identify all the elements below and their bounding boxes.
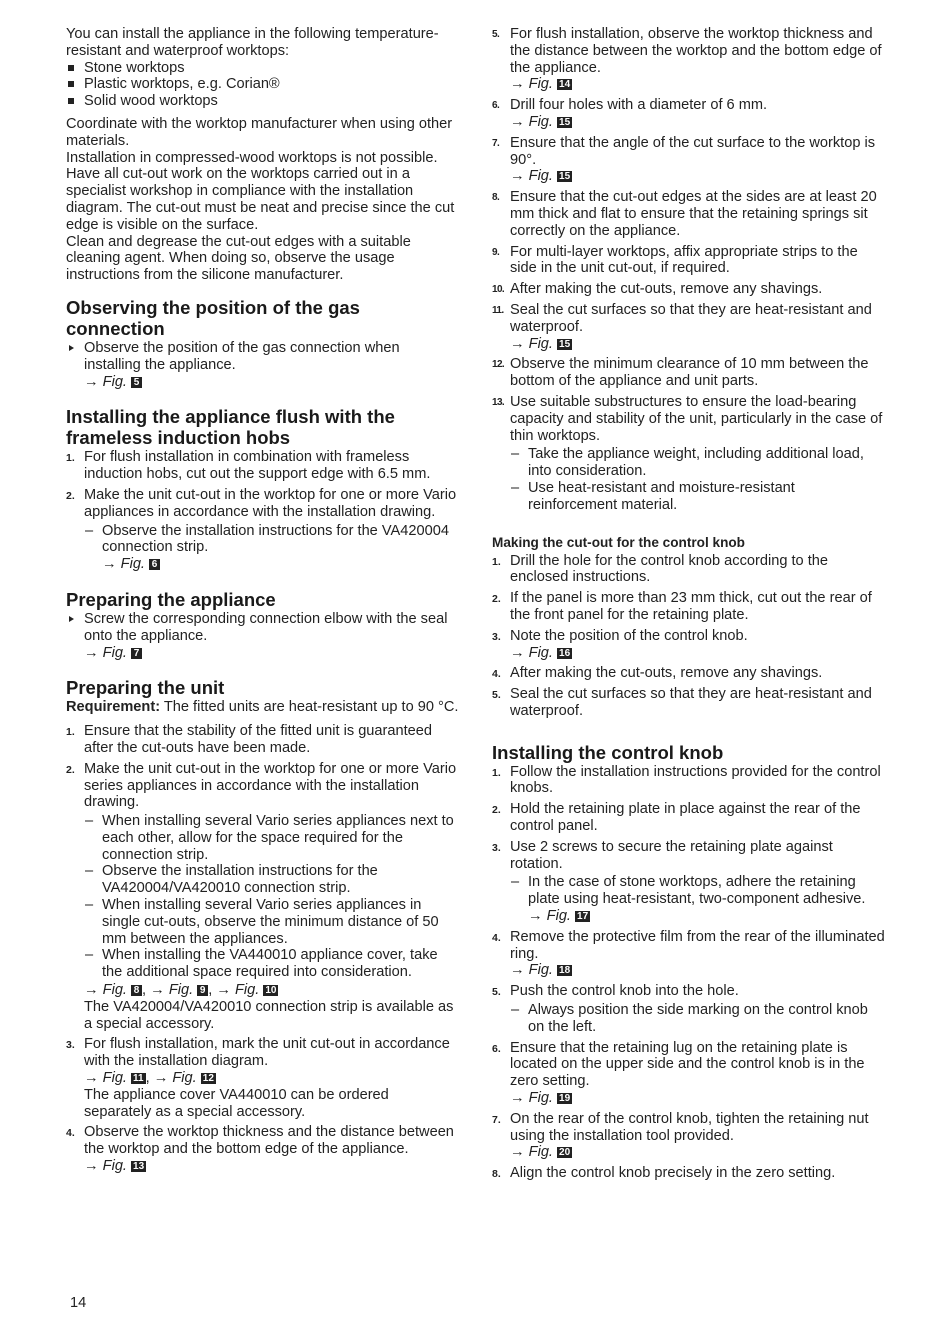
sub-list-item: – Use heat-resistant and moisture-resistant reinforcement material. — [510, 480, 888, 514]
figure-reference: → Fig. 5 — [84, 374, 142, 390]
list-item: 4. Observe the worktop thickness and the distance between the worktop and the bottom edge of the appliance. → Fig. 13 — [66, 1124, 454, 1175]
list-item: 7. On the rear of the control knob, tighten the retaining nut using the installation tool provided. → Fig. 20 — [492, 1110, 869, 1161]
list-item: 5. Push the control knob into the hole. – Always position the side marking on the control knob on the left. — [492, 983, 888, 1035]
note-text: The VA420004/VA420010 connection strip is available as a special accessory. — [84, 998, 454, 1032]
figure-reference: → Fig. 15 — [510, 168, 571, 185]
list-item: 4. Remove the protective film from the rear of the illuminated ring. → Fig. 18 — [492, 928, 885, 979]
figure-reference: → Fig. 16 — [510, 644, 571, 661]
list-item: 1. Follow the installation instructions provided for the control knobs. — [492, 763, 881, 797]
sub-list-item: – When installing the VA440010 appliance cover, take the additional space required into consideration. — [84, 947, 459, 981]
prep-unit-steps — [66, 723, 459, 1175]
left-column — [66, 26, 459, 1176]
list-item: 2. Hold the retaining plate in place against the rear of the control panel. — [492, 801, 861, 835]
instruction-item — [66, 340, 459, 390]
figure-badge: 6 — [149, 559, 160, 570]
figure-reference: → Fig. 19 — [510, 1090, 571, 1107]
section-heading-prep-unit: Preparing the unit — [66, 677, 225, 699]
figure-reference: → Fig. 18 — [510, 962, 571, 979]
list-item: 5. Seal the cut surfaces so that they are heat-resistant and waterproof. — [492, 686, 872, 719]
list-item: 1. Ensure that the stability of the fitted unit is guaranteed after the cut-outs have been made. — [66, 723, 433, 756]
list-item: 12. Observe the minimum clearance of 10 mm between the bottom of the appliance and unit parts. — [492, 356, 869, 390]
figure-reference: → Fig. 13 — [84, 1158, 145, 1175]
figure-badge: 16 — [559, 647, 571, 659]
sub-list — [84, 523, 459, 573]
section-heading-flush: Installing the appliance flush with the frameless induction hobs — [66, 406, 395, 449]
requirement-text: Requirement: The fitted units are heat-resistant up to 90 °C. — [66, 699, 459, 716]
sub-list-item: – Observe the installation instructions for the VA420004/VA420010 connection strip. — [84, 863, 459, 897]
list-item: 13. Use suitable substructures to ensure the load-bearing capacity and stability of the unit, particularly in the case of thin worktops. — [492, 393, 883, 444]
list-item: 6. Drill four holes with a diameter of 6 mm. → Fig. 15 — [492, 97, 768, 130]
intro-text: You can install the appliance in the following temperature-resistant and waterproof worktops: — [66, 26, 439, 59]
paragraph: Have all cut-out work on the worktops carried out in a specialist workshop in compliance with the installation diagram. The cut-out must be neat and precise since the cut edge is visible on the surface. — [66, 166, 455, 233]
sub-list — [84, 813, 459, 981]
list-item: 3. Use 2 screws to secure the retaining plate against rotation. – In the case of stone worktops, adhere the retaining plate using heat-resistant, two-component adhesive. → Fig. 17 — [492, 839, 888, 925]
paragraph: Installation in compressed-wood worktops is not possible. — [66, 149, 438, 166]
figure-reference: → Fig. 14 — [510, 76, 571, 93]
list-item: 3. For flush installation, mark the unit cut-out in accordance with the installation diagram. → Fig. 11 , → Fig. 12 The appliance cover VA440010 can be ordered separately as a special accessory. — [66, 1036, 450, 1120]
figure-reference: → Fig. 9 — [150, 982, 208, 998]
figure-badge: 15 — [559, 116, 571, 128]
list-item: 6. Ensure that the retaining lug on the retaining plate is located on the upper side and the control knob is in the zero setting. → Fig. 19 — [492, 1039, 865, 1107]
right-column — [492, 26, 888, 1183]
section-heading-prep-appliance: Preparing the appliance — [66, 588, 276, 610]
list-item: 1. Drill the hole for the control knob according to the enclosed instructions. — [492, 552, 828, 586]
flush-steps — [66, 449, 459, 573]
list-item: 3. Note the position of the control knob. → Fig. 16 — [492, 627, 748, 661]
list-item: 2. If the panel is more than 23 mm thick, cut out the rear of the front panel for the retaining plate. — [492, 590, 872, 623]
list-item: Stone worktops — [66, 60, 459, 77]
list-item: 2. Make the unit cut-out in the worktop for one or more Vario series appliances in accordance with the installation drawing. – When installing several Vario series appliances next to each other, allow for the space required for the connection strip. – Observe the installation instructions for the VA420004/VA420010 connection strip. – When installing several Vario series appliances in single cut-outs, observe the minimum distance of 50 mm between the appliances. – When installing the VA440010 appliance cover, take the additional space required into consideration. → Fig. 8 , → Fig. 9 , → Fig. 10 The VA420004/VA420010 connection strip is available as a special accessory. — [66, 761, 459, 1033]
figure-badge: 14 — [559, 79, 571, 91]
sub-list — [510, 874, 888, 924]
sub-list-item: – Always position the side marking on the control knob on the left. — [510, 1002, 888, 1036]
list-item: 9. For multi-layer worktops, affix appropriate strips to the side in the unit cut-out, if required. — [492, 243, 858, 277]
list-item: Plastic worktops, e.g. Corian® — [66, 76, 459, 93]
sub-list-item: – Take the appliance weight, including additional load, into consideration. — [510, 446, 888, 480]
list-item: 1. For flush installation in combination with frameless induction hobs, cut out the support edge with 6.5 mm. — [66, 449, 431, 483]
section-heading-cutout: Making the cut-out for the control knob — [492, 534, 745, 550]
paragraph: Clean and degrease the cut-out edges with a suitable cleaning agent. When doing so, observe the usage instructions from the silicone manufacturer. — [66, 233, 411, 284]
figure-badge: 5 — [131, 377, 142, 388]
list-item: 4. After making the cut-outs, remove any shavings. — [492, 665, 823, 682]
list-item: 7. Ensure that the angle of the cut surface to the worktop is 90°. → Fig. 15 — [492, 134, 876, 185]
list-item: 11. Seal the cut surfaces so that they are heat-resistant and waterproof. → Fig. 15 — [492, 301, 872, 352]
section-heading-gas: Observing the position of the gas connection — [66, 296, 360, 339]
note-text: The appliance cover VA440010 can be ordered separately as a special accessory. — [84, 1086, 389, 1120]
knob-steps — [492, 764, 888, 1182]
worktop-list — [66, 60, 459, 110]
sub-list-item: – When installing several Vario series appliances in single cut-outs, observe the minimum distance of 50 mm between the appliances. — [84, 897, 459, 947]
sub-list-item: – When installing several Vario series appliances next to each other, allow for the space required for the connection strip. — [84, 813, 459, 863]
figure-badge: 15 — [559, 338, 571, 350]
figure-reference: → Fig. 15 — [510, 113, 571, 130]
figure-badge: 7 — [131, 648, 142, 659]
figure-reference: → Fig. 20 — [510, 1144, 571, 1161]
figure-reference: → Fig. 12 — [153, 1070, 214, 1087]
list-item: 8. Align the control knob precisely in the zero setting. — [492, 1165, 836, 1182]
list-item: 10. After making the cut-outs, remove any shavings. — [492, 281, 823, 298]
paragraph: Coordinate with the worktop manufacturer when using other materials. — [66, 115, 453, 149]
instruction-text: Screw the corresponding connection elbow with the seal onto the appliance. — [84, 610, 448, 644]
sub-list-item: – Observe the installation instructions for the VA420004 connection strip. → Fig. 6 — [84, 523, 459, 573]
figure-reference: → Fig. 17 — [528, 908, 589, 925]
triangle-bullet-icon — [69, 616, 74, 622]
list-item: 5. For flush installation, observe the worktop thickness and the distance between the worktop and the bottom edge of the appliance. → Fig. 14 — [492, 26, 882, 93]
sub-list — [510, 446, 888, 513]
figure-reference: → Fig. 15 — [510, 335, 571, 352]
figure-reference: → Fig. 7 — [84, 645, 142, 661]
instruction-item — [66, 611, 459, 661]
figure-reference: → Fig. 10 — [216, 982, 277, 999]
cutout-steps — [492, 553, 888, 720]
figure-reference: → Fig. 6 — [102, 556, 160, 572]
page-number: 14 — [70, 1295, 87, 1311]
triangle-bullet-icon — [69, 345, 74, 351]
instruction-text: Observe the position of the gas connection when installing the appliance. — [84, 339, 400, 373]
figure-reference: → Fig. 8 — [84, 982, 142, 998]
list-item: 8. Ensure that the cut-out edges at the sides are at least 20 mm thick and flat to ensure that the retaining springs sit correctly on the appliance. — [492, 189, 877, 239]
sub-list-item: – In the case of stone worktops, adhere the retaining plate using heat-resistant, two-component adhesive. → Fig. 17 — [510, 874, 888, 924]
list-item: Solid wood worktops — [66, 93, 459, 110]
section-heading-knob: Installing the control knob — [492, 741, 724, 763]
figure-reference: → Fig. 11 — [84, 1070, 144, 1087]
sub-list — [510, 1002, 888, 1036]
worktop-steps — [492, 26, 888, 444]
list-item: 2. Make the unit cut-out in the worktop for one or more Vario appliances in accordance with the installation drawing. – Observe the installation instructions for the VA420004 connection strip. → Fig. 6 — [66, 487, 459, 573]
figure-badge: 15 — [559, 171, 571, 183]
